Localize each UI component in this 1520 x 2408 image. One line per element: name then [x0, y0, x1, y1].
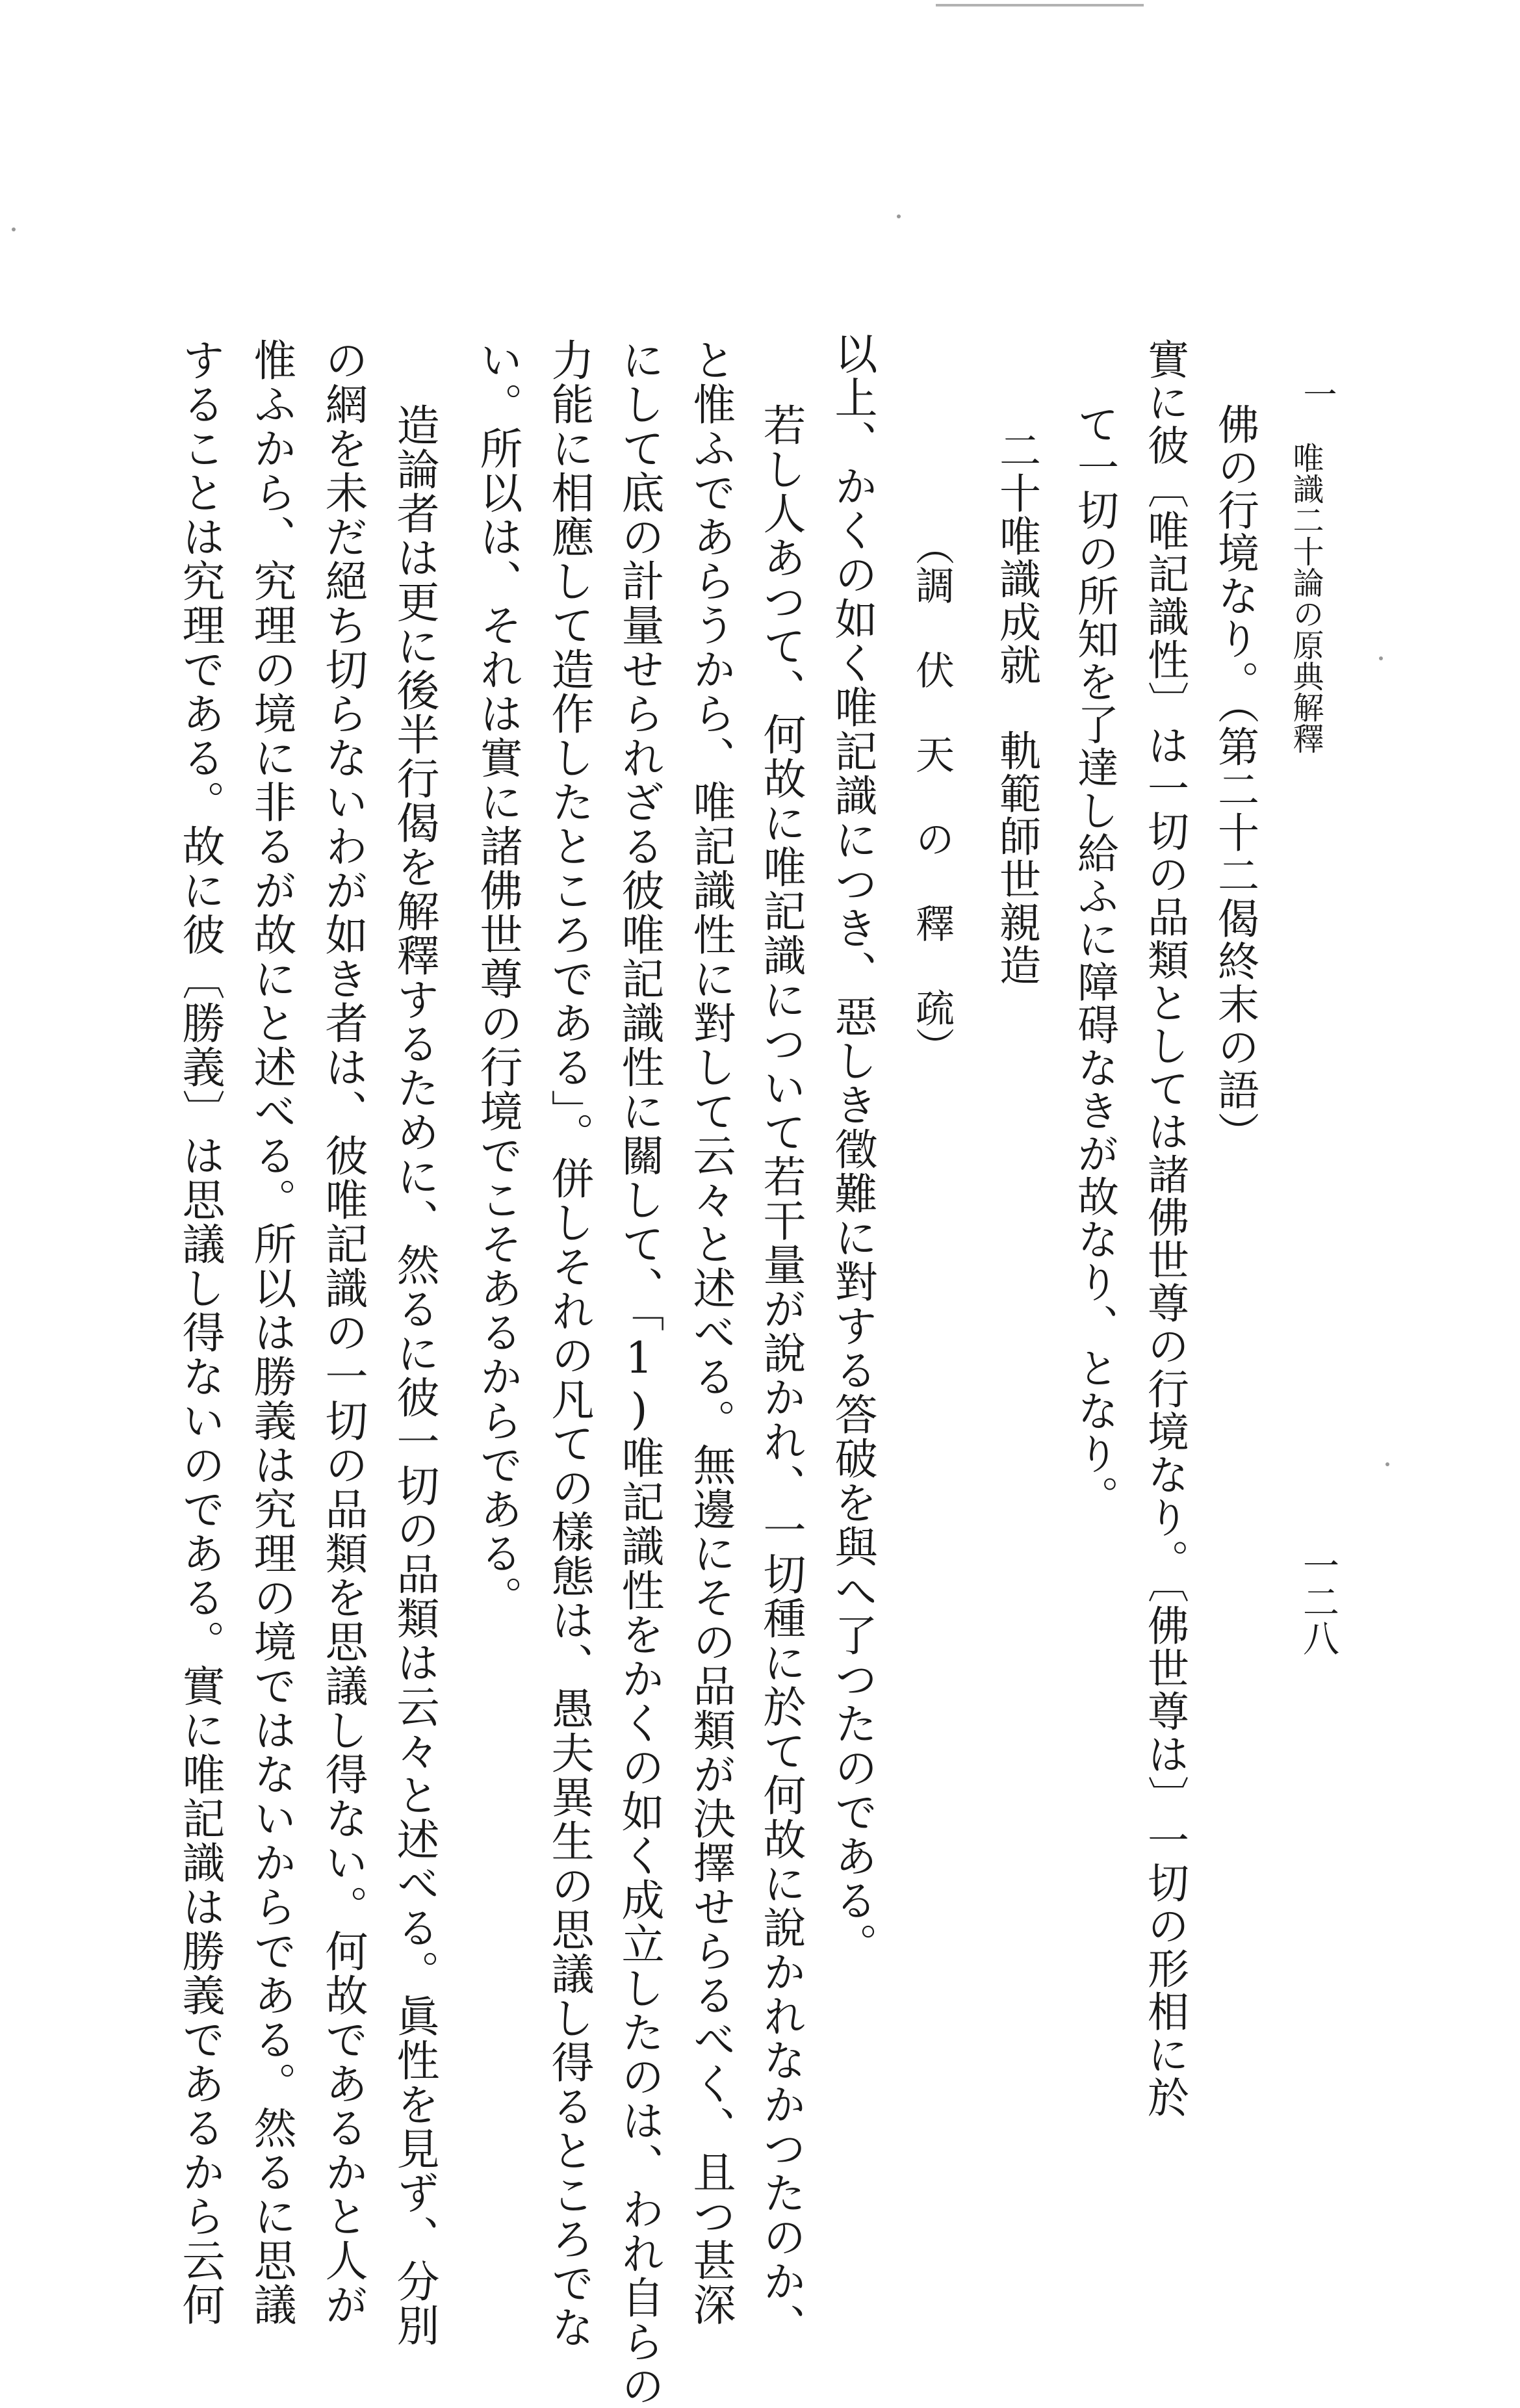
body-line-6: い。所以は、それは實に諸佛世尊の行境でこそあるからである。: [472, 338, 522, 1620]
running-title: 唯識二十論の原典解釋: [1287, 442, 1324, 754]
body-line-2: 若し人あつて、何故に唯記識について若干量が說かれ、一切種に於て何故に說かれなかつたのか、: [756, 403, 806, 2348]
body-line-1: 以上、かくの如く唯記識につき、惡しき徵難に對する答破を與へ了つたのである。: [827, 331, 877, 1967]
verse-line-3: て一切の所知を了達し給ふに障碍なきが故なり、となり。: [1070, 403, 1118, 1518]
body-line-5: 力能に相應して造作したところである」。併しそれの凡ての樣態は、愚夫異生の思議し得るところでな: [544, 338, 594, 2350]
body-line-3: と惟ふであらうから、唯記識性に對して云々と述べる。無邊にその品類が決擇せらるべく、且つ甚深: [686, 338, 736, 2327]
body-line-7: 造論者は更に後半行偈を解釋するために、然るに彼一切の品類は云々と述べる。眞性を見ず、分別: [389, 403, 439, 2348]
body-line-4: にして底の計量せられざる彼唯記識性に關して、「1)唯記識性をかくの如く成立したのは、われ自らの: [614, 338, 664, 2408]
chapter-mark: 一: [1297, 377, 1336, 413]
colophon: 二十唯識成就 軌範師世親造: [992, 429, 1040, 987]
section-title: （調 伏 天 の 釋 疏）: [909, 526, 955, 1066]
verse-line-2: 實に彼〔唯記識性〕は一切の品類としては諸佛世尊の行境なり。〔佛世尊は〕一切の形相に於: [1140, 338, 1189, 2119]
page-number: 一二八: [1297, 1547, 1339, 1656]
verse-line-1: 佛の行境なり。（第二十二偈終末の語）: [1211, 403, 1259, 1154]
scan-speck: [12, 227, 16, 231]
scan-edge-line: [936, 4, 1144, 6]
body-line-10: することは究理である。故に彼〔勝義〕は思議し得ないのである。實に唯記識は勝義であるから云何: [175, 338, 225, 2327]
body-line-9: 惟ふから、究理の境に非るが故にと述べる。所以は勝義は究理の境ではないからである。然るに思議: [246, 338, 296, 2327]
body-line-8: の網を未だ絕ち切らないわが如き者は、彼唯記識の一切の品類を思議し得ない。何故であるかと人が: [318, 338, 368, 2327]
scan-speck: [897, 214, 901, 218]
scan-speck: [1379, 656, 1383, 660]
scan-speck: [1385, 1462, 1389, 1466]
